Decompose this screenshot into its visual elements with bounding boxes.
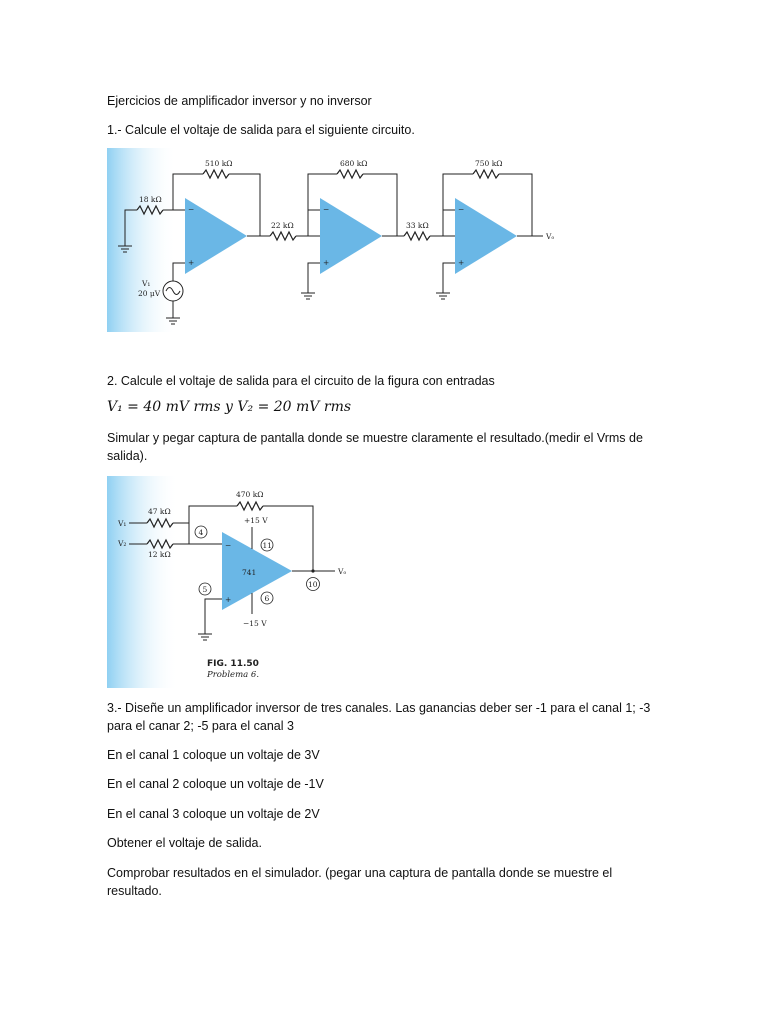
opamp-3-minus: −	[458, 205, 465, 214]
question-3-channel-2: En el canal 2 coloque un voltaje de -1V	[107, 777, 324, 791]
figure-band	[107, 148, 177, 332]
source-name: V₁	[142, 279, 151, 288]
supply-negative-label: −15 V	[243, 619, 267, 628]
question-2: 2. Calcule el voltaje de salida para el circuito de la figura con entradas	[107, 374, 495, 388]
ground-symbol-2	[301, 293, 315, 299]
ground-symbol-3	[436, 293, 450, 299]
input-v2-label: V₂	[118, 539, 127, 548]
resistor-510k-label: 510 kΩ	[205, 159, 233, 168]
circuit-figure-2	[107, 476, 357, 688]
resistor-33k	[404, 232, 430, 240]
resistor-12k-label: 12 kΩ	[148, 550, 171, 559]
ac-source-icon	[163, 281, 183, 301]
question-3-output: Obtener el voltaje de salida.	[107, 836, 262, 850]
resistor-470k-label: 470 kΩ	[236, 490, 264, 499]
opamp-plus: +	[225, 595, 232, 604]
resistor-680k-label: 680 kΩ	[340, 159, 368, 168]
ground-symbol	[198, 634, 212, 640]
opamp-1	[185, 198, 247, 274]
question-2-simulation: Simular y pegar captura de pantalla donde se muestre claramente el resultado.(medir el Vrms de salida).	[107, 431, 643, 463]
pin-5-label: 5	[202, 585, 208, 594]
opamp-3-plus: +	[458, 258, 465, 267]
resistor-750k	[473, 170, 499, 178]
opamp-1-minus: −	[188, 205, 195, 214]
resistor-33k-label: 33 kΩ	[406, 221, 429, 230]
resistor-680k	[337, 170, 363, 178]
source-value: 20 μV	[138, 289, 161, 298]
question-3: 3.- Diseñe un amplificador inversor de tres canales. Las ganancias deber ser -1 para el canal 1; -3 para el canar 2; -5 para el canal 3	[107, 701, 651, 733]
opamp-3	[455, 198, 517, 274]
opamp-1-plus: +	[188, 258, 195, 267]
opamp-741	[222, 532, 292, 610]
pin-10-label: 10	[308, 580, 318, 589]
resistor-22k	[270, 232, 296, 240]
question-3-simulation: Comprobar resultados en el simulador. (pegar una captura de pantalla donde se muestre el resultado.	[107, 866, 613, 898]
question-1: 1.- Calcule el voltaje de salida para el siguiente circuito.	[107, 123, 415, 137]
circuit-figure-1	[107, 148, 562, 332]
opamp-2-minus: −	[323, 205, 330, 214]
resistor-18k-label: 18 kΩ	[139, 195, 162, 204]
resistor-47k-label: 47 kΩ	[148, 507, 171, 516]
question-2-inputs: V₁ = 40 mV rms y V₂ = 20 mV rms	[107, 399, 352, 415]
pin-6-label: 6	[264, 594, 270, 603]
output-label: Vₒ	[338, 567, 347, 576]
figure-caption: FIG. 11.50	[207, 659, 259, 669]
resistor-750k-label: 750 kΩ	[475, 159, 503, 168]
resistor-470k	[237, 502, 263, 510]
supply-positive-label: +15 V	[244, 516, 268, 525]
chip-label: 741	[242, 568, 257, 577]
document-title: Ejercicios de amplificador inversor y no inversor	[107, 94, 372, 108]
opamp-2-plus: +	[323, 258, 330, 267]
opamp-2	[320, 198, 382, 274]
question-3-channel-3: En el canal 3 coloque un voltaje de 2V	[107, 807, 320, 821]
output-label: Vₒ	[546, 232, 555, 241]
opamp-minus: −	[225, 541, 232, 550]
pin-4-label: 4	[198, 528, 204, 537]
input-v1-label: V₁	[118, 519, 127, 528]
question-3-channel-1: En el canal 1 coloque un voltaje de 3V	[107, 748, 320, 762]
resistor-22k-label: 22 kΩ	[271, 221, 294, 230]
resistor-510k	[203, 170, 229, 178]
figure-caption-sub: Problema 6.	[207, 670, 260, 680]
pin-11-label: 11	[262, 541, 273, 550]
